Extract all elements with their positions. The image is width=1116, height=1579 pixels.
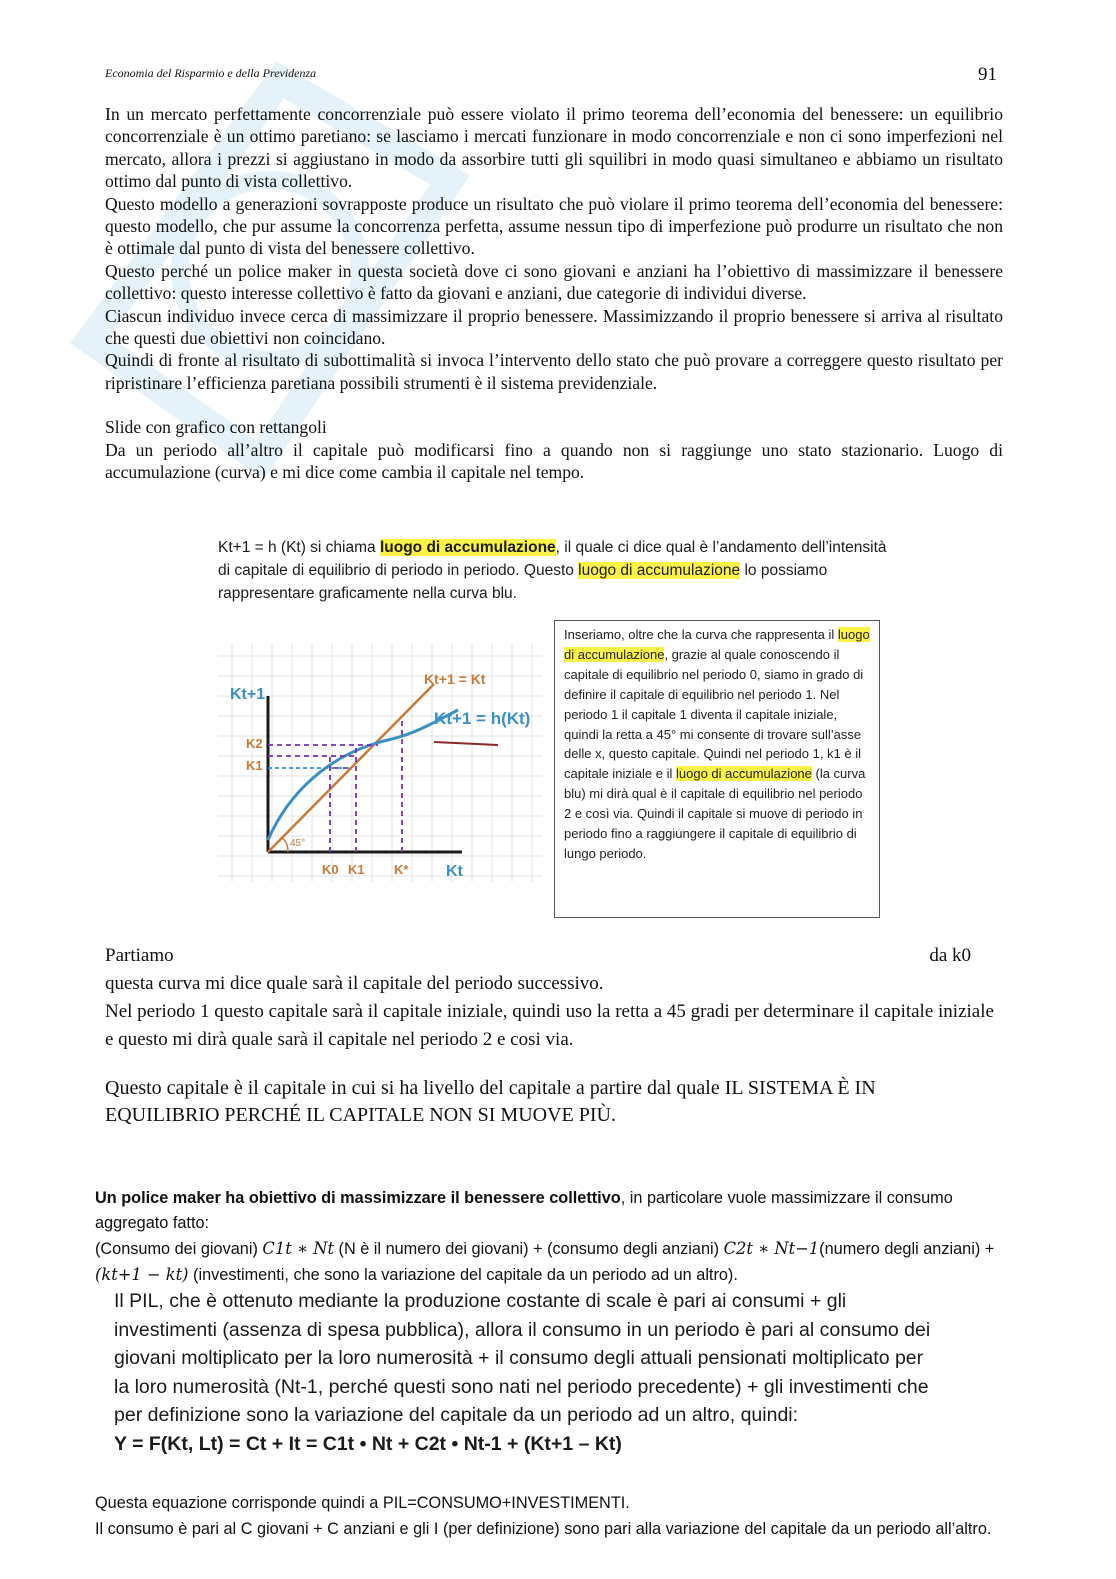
paragraph	[95, 1186, 1015, 1236]
highlight: luogo di accumulazione	[578, 562, 741, 579]
slide-note-box	[554, 620, 880, 918]
text: (numero degli anziani) +	[819, 1240, 995, 1258]
highlight: luogo di accumulazione	[379, 539, 556, 556]
slide-text: , il quale ci dice qual è l’andamento dell’intensità di capitale di equilibrio di periodo in periodo. Questo	[218, 539, 887, 579]
y-axis-label: Kt+1	[230, 686, 266, 703]
paragraph: Ciascun individuo invece cerca di massimizzare il proprio benessere. Massimizzando il proprio benessere si arriva al risultato che questi due obiettivi non coincidano.	[105, 305, 1003, 349]
x-tick-k0: K0	[322, 862, 339, 877]
paragraph: Nel periodo 1 questo capitale sarà il capitale iniziale, quindi uso la retta a 45 gradi per determinare il capitale iniziale e questo mi dirà quale sarà il capitale nel periodo 2 e cosi via.	[105, 1001, 994, 1050]
pil-equation: Y = F(Kt, Lt) = Ct + It = C1t • Nt + C2t • Nt-1 + (Kt+1 – Kt)	[114, 1432, 622, 1455]
paragraph: questa curva mi dice quale sarà il capitale del periodo successivo.	[105, 973, 604, 994]
paragraph: Questo perché un police maker in questa società dove ci sono giovani e anziani ha l’obiettivo di massimizzare il benessere collettivo: questo interesse collettivo è fatto da giovani e anziani, due categorie di individui diverse.	[105, 260, 1003, 304]
slide-heading	[218, 536, 888, 605]
split-line	[105, 942, 1003, 970]
final-text	[95, 1491, 1017, 1542]
text: (investimenti, che sono la variazione del capitale da un periodo ad un altro).	[188, 1266, 738, 1284]
running-title: Economia del Risparmio e della Previdenza	[105, 66, 317, 80]
x-tick-kstar: K*	[394, 862, 409, 877]
closing-paragraph: Questo capitale è il capitale in cui si ha livello del capitale a partire dal quale IL SISTEMA È IN EQUILIBRIO PERCHÉ IL CAPITALE NON SI MUOVE PIÙ.	[105, 1077, 876, 1126]
text: (Consumo dei giovani)	[95, 1240, 263, 1258]
curve-label: Kt+1 = h(Kt)	[434, 709, 531, 728]
y-tick-k2: K2	[246, 736, 263, 751]
math: (kt+1 − kt)	[95, 1265, 189, 1284]
highlight: luogo di accumulazione	[564, 627, 870, 662]
paragraph: Da un periodo all’altro il capitale può modificarsi fino a quando non si raggiunge uno stato stazionario. Luogo di accumulazione (curva) e mi dice come cambia il capitale nel tempo.	[105, 439, 1003, 483]
accumulation-graph	[218, 644, 542, 882]
note-text: , grazie al quale conoscendo il capitale di equilibrio nel periodo 0, siamo in grado di definire il capitale di equilibrio nel periodo 1. Nel periodo 1 il capitale 1 diventa il capitale iniziale, quindi la retta a 45° mi consente di trovare sull’asse delle x, questo capitale. Quindi nel periodo 1, k1 è il capitale iniziale e il	[564, 646, 864, 782]
y-tick-k1: K1	[246, 758, 263, 773]
note-text: (la curva blu) mi dirà qual è il capitale di equilibrio nel periodo 2 e così via. Quindi il capitale si muove di periodo in periodo fino a raggiungere il capitale di equilibrio di lungo periodo.	[564, 766, 866, 861]
paragraph: In un mercato perfettamente concorrenziale può essere violato il primo teorema dell’economia del benessere: un equilibrio concorrenziale è un ottimo paretiano: se lasciamo i mercati funzionare in modo concorrenziale e non ci sono imperfezioni nel mercato, allora i prezzi si aggiustano in modo da assorbire tutti gli squilibri in modo quasi simultaneo e abbiamo un risultato ottimo dal punto di vista collettivo.	[105, 104, 1003, 192]
text: (N è il numero dei giovani) + (consumo degli anziani)	[334, 1240, 724, 1258]
pil-slide	[114, 1287, 934, 1459]
note-text: Inseriamo, oltre che la curva che rappresenta il	[564, 627, 838, 642]
paragraph: Questa equazione corrisponde quindi a PIL=CONSUMO+INVESTIMENTI.	[95, 1494, 630, 1512]
accumulation-curve	[268, 710, 458, 840]
paragraph: Slide con grafico con rettangoli	[105, 417, 327, 438]
paragraph: Il consumo è pari al C giovani + C anziani e gli I (per definizione) sono pari alla variazione del capitale da un periodo all’altro.	[95, 1519, 992, 1538]
paragraph: Quindi di fronte al risultato di subottimalità si invoca l’intervento dello stato che può provare a correggere questo risultato per ripristinare l’efficienza paretiana possibili strumenti è il sistema previdenziale.	[105, 350, 1003, 393]
angle-label: 45°	[290, 838, 306, 849]
angle-arc	[282, 838, 288, 852]
slide-text: lo possiamo rappresentare graficamente nella curva blu.	[218, 562, 828, 602]
note-line	[434, 742, 498, 745]
highlight: luogo di accumulazione	[676, 766, 812, 782]
text: Partiamo	[105, 945, 174, 966]
paragraph: Il PIL, che è ottenuto mediante la produzione costante di scale è pari ai consumi + gli investimenti (assenza di spesa pubblica), allora il consumo in un periodo è pari al consumo dei giovani moltiplicato per la loro numerosità + il consumo degli attuali pensionati moltiplicato per la loro numerosità (Nt-1, perché questi sono nati nel periodo precedente) + gli investimenti che per definizione sono la variazione del capitale da un periodo ad un altro, quindi:	[114, 1290, 931, 1427]
math: C2t ∗ Nt−1	[723, 1239, 820, 1258]
text: da k0	[929, 945, 971, 966]
slide-image	[212, 532, 898, 932]
after-slide-text	[105, 942, 1003, 1054]
x-axis-label: Kt	[446, 863, 463, 880]
x-tick-k1: K1	[348, 862, 365, 877]
paragraph	[95, 1236, 1015, 1288]
policy-section	[95, 1186, 1015, 1288]
slide-text: Kt+1 = h (Kt) si chiama	[218, 539, 380, 556]
text: , in particolare vuole massimizzare il consumo aggregato fatto:	[95, 1189, 953, 1232]
page-number: 91	[978, 64, 997, 85]
math: C1t ∗ Nt	[262, 1239, 334, 1258]
bold-text: Un police maker ha obiettivo di massimizzare il benessere collettivo	[95, 1189, 621, 1207]
body-text	[105, 103, 1003, 484]
line-label: Kt+1 = Kt	[424, 671, 486, 687]
paragraph: Questo modello a generazioni sovrapposte produce un risultato che può violare il primo teorema dell’economia del benessere: questo modello, che pur assume la concorrenza perfetta, assume nessun tipo di imperfezione può produrre un risultato che non è ottimale dal punto di vista del benessere collettivo.	[105, 193, 1003, 259]
